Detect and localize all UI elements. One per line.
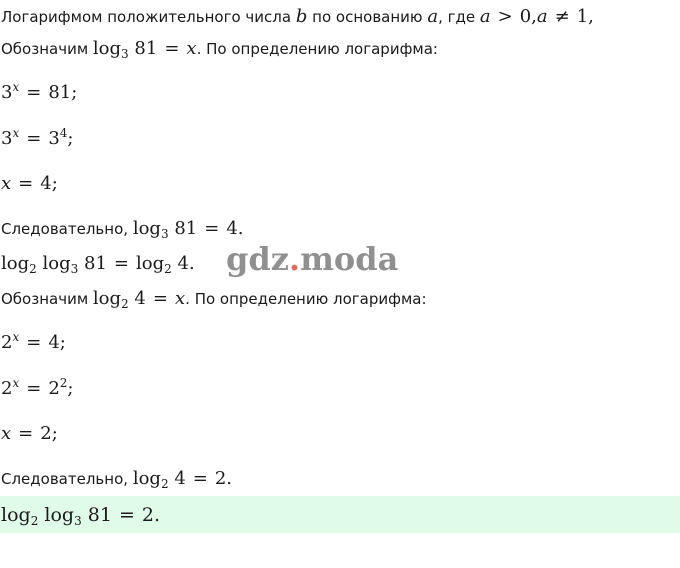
dot: . [196,40,202,58]
answer-equation: $\log_2 \log_3 81 = 2$. [1,504,160,528]
zero: 0, [519,6,537,27]
conclusion-1 [1,218,244,240]
by-definition-text: По определению логарифма: [194,290,427,308]
step-1-1: $3^x = 81$; [1,80,78,103]
conclusion-expression: $\log_2 4 = 2$. [132,468,233,491]
denote-text: Обозначим [1,290,89,308]
gt-sign: > [497,6,513,27]
var-b: b [295,6,308,27]
by-definition-text: По определению логарифма: [206,40,438,58]
step-1-2: $3^x = 3^4$; [1,126,74,149]
intro-line [1,6,594,28]
watermark-logo: gdz.moda [226,240,399,278]
step-2-3: x = 2; [1,423,58,444]
one: 1, [576,6,594,27]
log-expression: $\log_3 81 = x$ [92,38,197,61]
step-2-1: $2^x = 4$; [1,330,66,353]
neq-sign: ≠ [554,6,570,27]
intro-text: Логарифмом положительного числа [1,8,292,26]
var-a: a [427,6,439,27]
conclusion-2 [1,468,232,490]
main-equation: $\log_2 \log_3 81 = \log_2 4$. [1,253,195,276]
conclusion-text: Следовательно, [1,470,129,488]
log-expression: $\log_2 4 = x$ [92,288,186,311]
intro-text-3: , где [438,8,476,26]
conclusion-text: Следовательно, [1,220,129,238]
var-a-3: a [536,6,548,27]
denote-line-2 [1,288,427,310]
dot: . [185,290,190,308]
var-a-2: a [479,6,491,27]
conclusion-expression: $\log_3 81 = 4$. [132,218,244,241]
step-2-2: $2^x = 2^2$; [1,376,74,399]
denote-line-1 [1,38,438,60]
step-1-3: x = 4; [1,173,58,194]
denote-text: Обозначим [1,40,89,58]
intro-text-2: по основанию [312,8,423,26]
